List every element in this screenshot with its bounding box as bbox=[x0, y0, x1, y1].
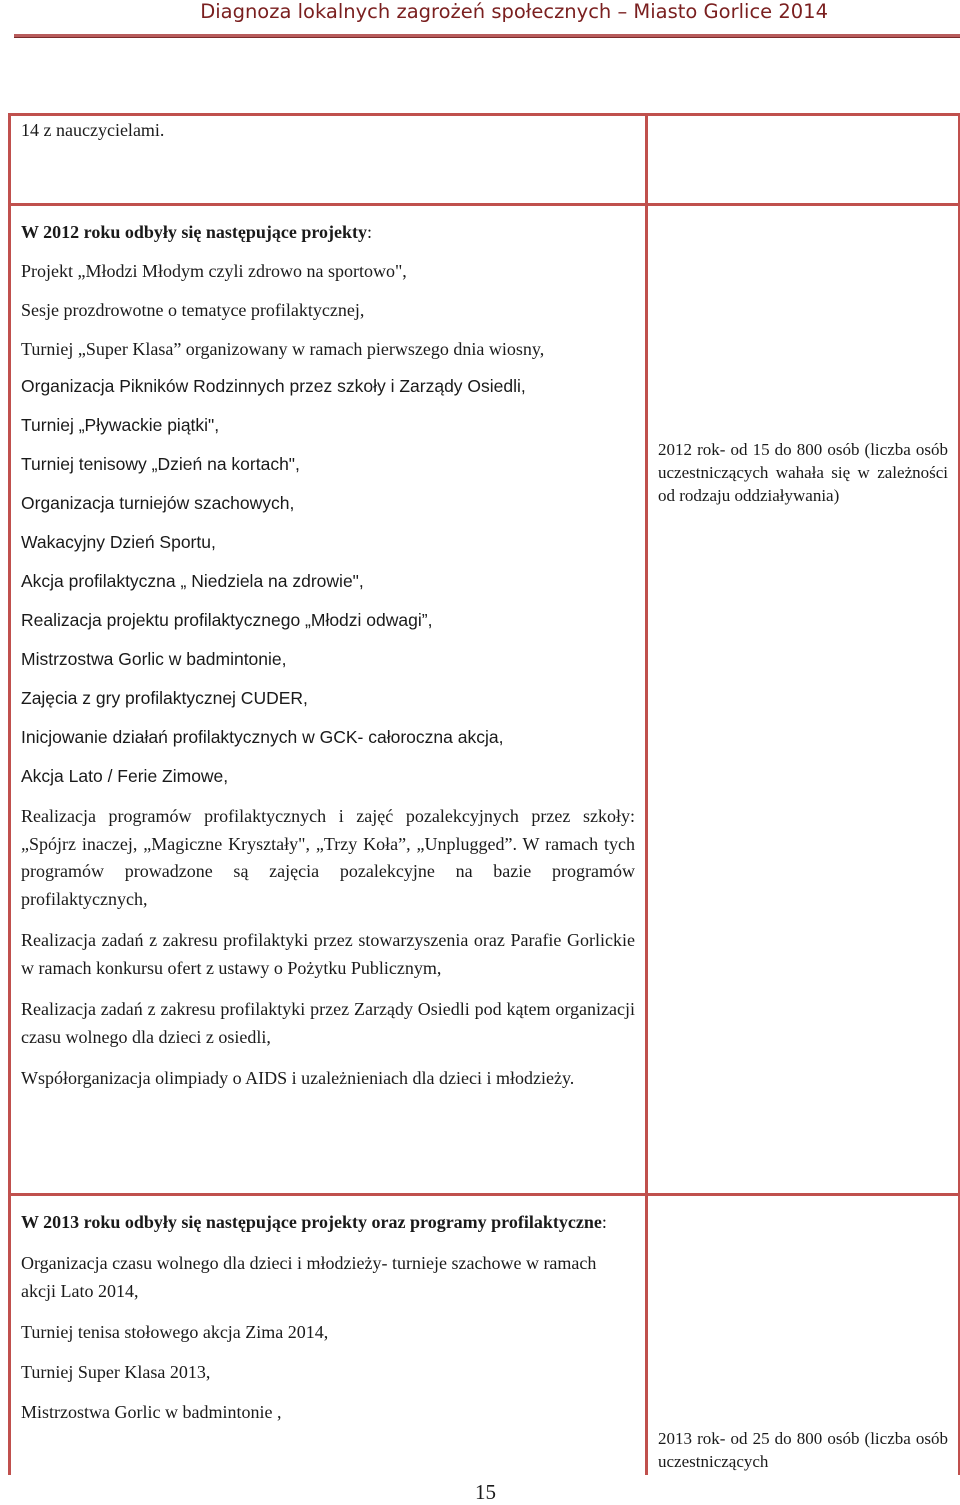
table-row bbox=[10, 115, 960, 205]
list-item: Turniej tenisa stołowego akcja Zima 2014, bbox=[21, 1322, 329, 1342]
header-title: Diagnoza lokalnych zagrożeń społecznych – Miasto Gorlice 2014 bbox=[200, 0, 828, 23]
table-row bbox=[10, 205, 960, 1195]
list-item: Realizacja projektu profilaktycznego „Młodzi odwagi”, bbox=[21, 610, 433, 630]
row1-left-cell bbox=[10, 115, 647, 205]
list-item: Wakacyjny Dzień Sportu, bbox=[21, 532, 216, 552]
running-header bbox=[0, 0, 960, 28]
list-item: Akcja profilaktyczna „ Niedziela na zdrowie", bbox=[21, 571, 364, 591]
list-item: Sesje prozdrowotne o tematyce profilaktycznej, bbox=[21, 300, 365, 320]
row2-right-cell bbox=[647, 205, 960, 1195]
list-item: Zajęcia z gry profilaktycznej CUDER, bbox=[21, 688, 308, 708]
row2-left-cell bbox=[10, 205, 647, 1195]
list-item: Inicjowanie działań profilaktycznych w GCK- całoroczna akcja, bbox=[21, 727, 504, 747]
page-number: 15 bbox=[475, 1480, 496, 1504]
list-item: Turniej „Pływackie piątki", bbox=[21, 415, 220, 435]
list-item: Realizacja zadań z zakresu profilaktyki przez Zarządy Osiedli pod kątem organizacji czasu wolnego dla dzieci z osiedli, bbox=[21, 999, 635, 1047]
list-item: Projekt „Młodzi Młodym czyli zdrowo na sportowo", bbox=[21, 261, 407, 281]
year-2013-heading: W 2013 roku odbyły się następujące projekty oraz programy profilaktyczne: bbox=[21, 1212, 607, 1232]
list-item: Współorganizacja olimpiady o AIDS i uzależnieniach dla dzieci i młodzieży. bbox=[21, 1068, 575, 1088]
list-item: Mistrzostwa Gorlic w badmintonie , bbox=[21, 1402, 282, 1422]
year-2012-heading: W 2012 roku odbyły się następujące projekty: bbox=[21, 222, 373, 242]
row3-right-cell bbox=[647, 1195, 960, 1475]
list-item: Turniej „Super Klasa” organizowany w ramach pierwszego dnia wiosny, bbox=[21, 339, 545, 359]
header-rule bbox=[14, 34, 960, 38]
list-item: Organizacja czasu wolnego dla dzieci i młodzieży- turnieje szachowe w ramach akcji Lato 2014, bbox=[21, 1253, 597, 1301]
list-item: Realizacja programów profilaktycznych i zajęć pozalekcyjnych przez szkoły: „Spójrz inaczej, „Magiczne Kryształy", „Trzy Koła”, „Unplugged”. W ramach tych programów prowadzone są zajęcia pozalekcyjne na bazie programów profilaktycznych, bbox=[21, 806, 635, 909]
list-item: Turniej Super Klasa 2013, bbox=[21, 1362, 211, 1382]
list-item: Realizacja zadań z zakresu profilaktyki przez stowarzyszenia oraz Parafie Gorlickie w ramach konkursu ofert z ustawy o Pożytku Publicznym, bbox=[21, 930, 635, 978]
participants-2013: 2013 rok- od 25 do 800 osób (liczba osób uczestniczących bbox=[658, 1429, 948, 1471]
row1-right-cell bbox=[647, 115, 960, 205]
projects-table bbox=[8, 113, 960, 1475]
row1-text: 14 z nauczycielami. bbox=[21, 120, 165, 140]
list-item: Akcja Lato / Ferie Zimowe, bbox=[21, 766, 229, 786]
list-item: Mistrzostwa Gorlic w badmintonie, bbox=[21, 649, 287, 669]
list-item: Organizacja turniejów szachowych, bbox=[21, 493, 295, 513]
row3-left-cell bbox=[10, 1195, 647, 1475]
list-item: Organizacja Pikników Rodzinnych przez szkoły i Zarządy Osiedli, bbox=[21, 376, 526, 396]
participants-2012: 2012 rok- od 15 do 800 osób (liczba osób uczestniczących wahała się w zależności od rodzaju oddziaływania) bbox=[658, 440, 948, 505]
list-item: Turniej tenisowy „Dzień na kortach", bbox=[21, 454, 300, 474]
table-row bbox=[10, 1195, 960, 1475]
